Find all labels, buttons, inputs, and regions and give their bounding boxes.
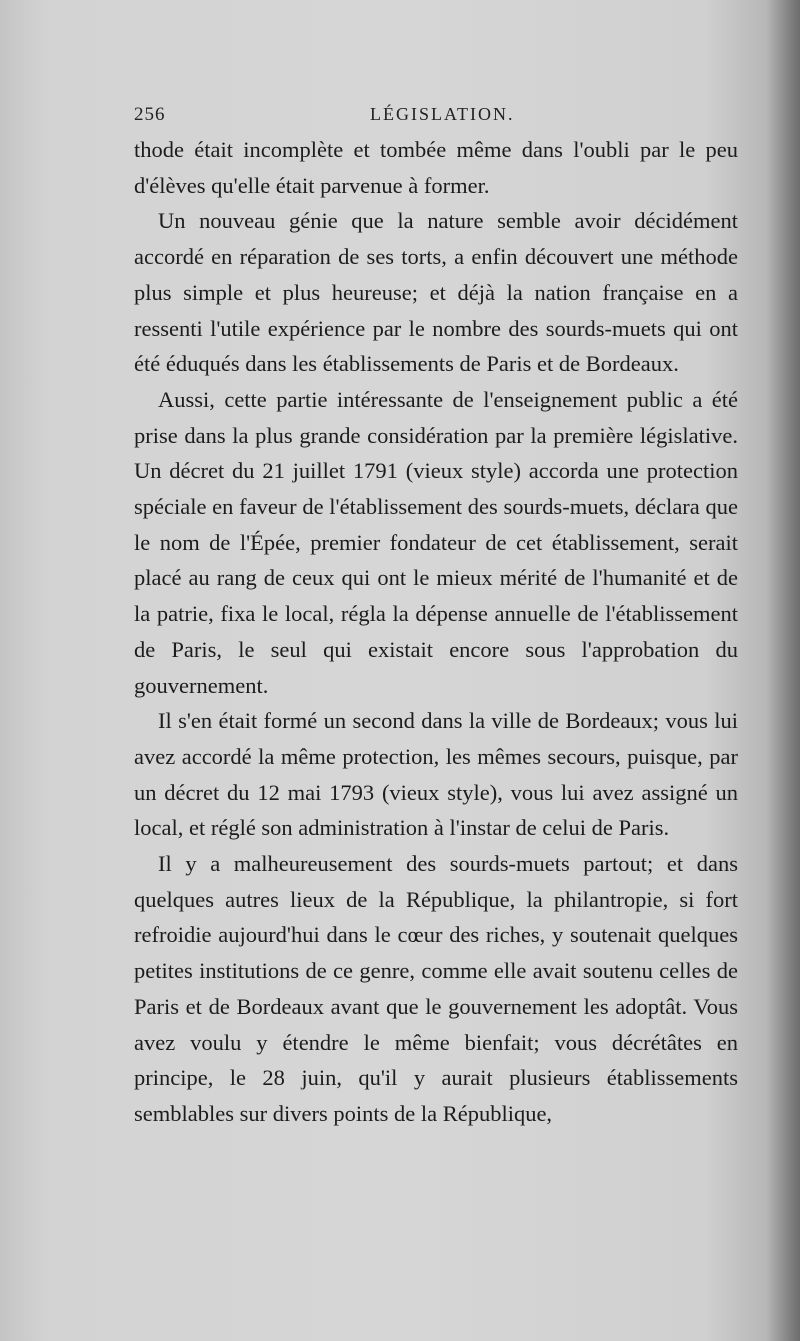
paragraph: Il y a malheureusement des sourds-muets partout; et dans quelques autres lieux de la République, la philantropie, si fort refroidie aujourd'hui dans le cœur des riches, y soutenait quelques petites institutions de ce genre, comme elle avait soutenu celles de Paris et de Bordeaux avant que le gouvernement les adoptât. Vous avez voulu y étendre le même bienfait; vous décrétâtes en principe, le 28 juin, qu'il y aurait plusieurs établissements semblables sur divers points de la République, bbox=[134, 851, 738, 1126]
body-text bbox=[134, 132, 738, 1132]
paragraph-continuation: thode était incomplète et tombée même dans l'oubli par le peu d'élèves qu'elle était parvenue à former. bbox=[134, 137, 738, 198]
paragraph: Aussi, cette partie intéressante de l'enseignement public a été prise dans la plus grande considération par la première législative. Un décret du 21 juillet 1791 (vieux style) accorda une protection spéciale en faveur de l'établissement des sourds-muets, déclara que le nom de l'Épée, premier fondateur de cet établissement, serait placé au rang de ceux qui ont le mieux mérité de l'humanité et de la patrie, fixa le local, régla la dépense annuelle de l'établissement de Paris, le seul qui existait encore sous l'approbation du gouvernement. bbox=[134, 386, 738, 698]
page-gutter-shadow bbox=[766, 0, 800, 1341]
paragraph: Il s'en était formé un second dans la ville de Bordeaux; vous lui avez accordé la même protection, les mêmes secours, puisque, par un décret du 12 mai 1793 (vieux style), vous lui avez assigné un local, et réglé son administration à l'instar de celui de Paris. bbox=[134, 708, 738, 841]
page-number: 256 bbox=[134, 104, 166, 125]
paragraph: Un nouveau génie que la nature semble avoir décidément accordé en réparation de ses torts, a enfin découvert une méthode plus simple et plus heureuse; et déjà la nation française en a ressenti l'utile expérience par le nombre des sourds-muets qui ont été éduqués dans les établissements de Paris et de Bordeaux. bbox=[134, 208, 738, 377]
running-head: LÉGISLATION. bbox=[370, 104, 515, 124]
page-header bbox=[134, 100, 738, 130]
